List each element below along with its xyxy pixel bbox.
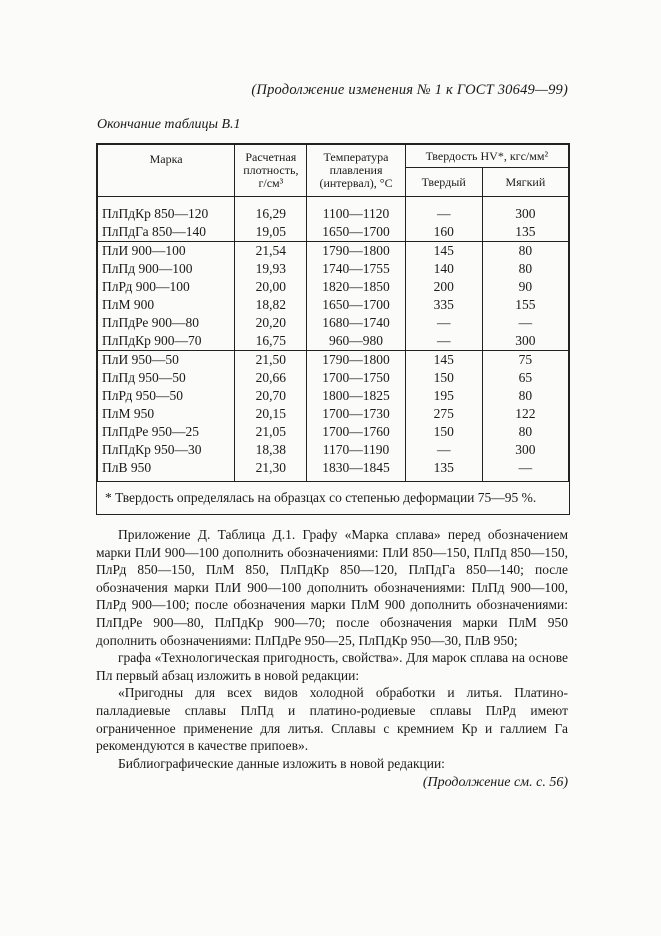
table-cell: 275: [405, 405, 482, 423]
table-row: [98, 278, 569, 296]
table-row: [98, 314, 569, 332]
table-cell: ПлРд 900—100: [98, 278, 235, 296]
table-cell: 20,20: [235, 314, 307, 332]
table-cell: ПлПд 950—50: [98, 369, 235, 387]
table-row: [98, 405, 569, 423]
paragraph-tech-suitability: графа «Технологическая пригодность, свойства». Для марок сплава на основе Пл первый абзац изложить в новой редакции:: [96, 650, 568, 683]
table-cell: ПлМ 900: [98, 296, 235, 314]
table-cell: 145: [405, 242, 482, 261]
table-cell: ПлПдКр 900—70: [98, 332, 235, 351]
table-row: [98, 205, 569, 223]
table-cell: 80: [482, 260, 568, 278]
amendment-body: [96, 526, 568, 772]
table-footnote: * Твердость определялась на образцах со степенью деформации 75—95 %.: [97, 481, 569, 514]
table-row: [98, 387, 569, 405]
col-header-density: Расчетная плотность, г/см³: [235, 145, 307, 197]
table-row: [98, 351, 569, 370]
table-row: [98, 332, 569, 351]
table-cell: —: [405, 205, 482, 223]
table-cell: 20,00: [235, 278, 307, 296]
table-cell: ПлМ 950: [98, 405, 235, 423]
table-cell: 135: [482, 223, 568, 242]
table-row: [98, 441, 569, 459]
paragraph-appendix-d: Приложение Д. Таблица Д.1. Графу «Марка сплава» перед обозначением марки ПлИ 900—100 дополнить обозначениями: ПлИ 850—150, ПлПд 850—150, ПлРд 850—150, ПлМ 850, ПлПдКр 850—120, ПлПдГа 850—140; после обозначения марки ПлИ 900—100 дополнить обозначениями: ПлПд 900—100, ПлРд 900—100; после обозначения марки ПлМ 900 дополнить обозначениями: ПлПдРе 900—80, ПлПдКр 900—70; после обозначения марки ПлМ 950 дополнить обозначениями: ПлПдРе 950—25, ПлПдКр 950—30, ПлВ 950;: [96, 527, 568, 648]
table-cell: 20,15: [235, 405, 307, 423]
table-cell: 1800—1825: [307, 387, 405, 405]
col-header-melt-temp: Температура плавления (интервал), °С: [307, 145, 405, 197]
table-row: [98, 242, 569, 261]
table-cell: 145: [405, 351, 482, 370]
amendment-header-note: (Продолжение изменения № 1 к ГОСТ 30649—99): [251, 82, 568, 98]
table-cell: ПлПдГа 850—140: [98, 223, 235, 242]
col-header-hardness: Твердость HV*, кгс/мм²: [405, 145, 568, 168]
table-cell: 150: [405, 369, 482, 387]
col-header-hard: Твердый: [405, 168, 482, 197]
paragraph-quote: «Пригодны для всех видов холодной обработки и литья. Платино-палладиевые сплавы ПлПд и платино-родиевые сплавы ПлРд имеют ограниченное применение для литья. Сплавы с кремнием Кр и галлием Га рекомендуются в качестве припоев».: [96, 685, 568, 754]
table-cell: 90: [482, 278, 568, 296]
table-cell: 80: [482, 423, 568, 441]
table-cell: —: [405, 441, 482, 459]
table-cell: ПлВ 950: [98, 459, 235, 481]
table-cell: —: [482, 459, 568, 481]
table-cell: 1700—1730: [307, 405, 405, 423]
table-cell: 20,70: [235, 387, 307, 405]
table-cell: 16,29: [235, 205, 307, 223]
table-cell: 20,66: [235, 369, 307, 387]
table-row: [98, 369, 569, 387]
table-cell: 1680—1740: [307, 314, 405, 332]
table-cell: 21,54: [235, 242, 307, 261]
table-cell: ПлПдКр 950—30: [98, 441, 235, 459]
alloy-properties-table: [96, 143, 570, 515]
table-cell: 1700—1750: [307, 369, 405, 387]
table-cell: 18,82: [235, 296, 307, 314]
table-cell: ПлИ 950—50: [98, 351, 235, 370]
table-cell: 160: [405, 223, 482, 242]
table-cell: 80: [482, 387, 568, 405]
table-cell: 21,05: [235, 423, 307, 441]
table-cell: 122: [482, 405, 568, 423]
table-row: [98, 296, 569, 314]
table-cell: ПлПдРе 950—25: [98, 423, 235, 441]
table-cell: 65: [482, 369, 568, 387]
table-cell: 1830—1845: [307, 459, 405, 481]
table-cell: 150: [405, 423, 482, 441]
table-cell: ПлРд 950—50: [98, 387, 235, 405]
table-cell: 1100—1120: [307, 205, 405, 223]
table-row: [98, 459, 569, 481]
table-cell: ПлПдРе 900—80: [98, 314, 235, 332]
table-cell: 18,38: [235, 441, 307, 459]
table-cell: ПлПд 900—100: [98, 260, 235, 278]
col-header-soft: Мягкий: [482, 168, 568, 197]
table-cell: 1820—1850: [307, 278, 405, 296]
table-cell: 300: [482, 441, 568, 459]
table-cell: 135: [405, 459, 482, 481]
table-cell: 1790—1800: [307, 351, 405, 370]
table-spacer-row: [98, 197, 569, 206]
table-cell: 21,30: [235, 459, 307, 481]
table-cell: 21,50: [235, 351, 307, 370]
table-body: [98, 197, 569, 482]
table-cell: —: [405, 314, 482, 332]
table-cell: 80: [482, 242, 568, 261]
table-cell: 200: [405, 278, 482, 296]
table-cell: 335: [405, 296, 482, 314]
table-caption: Окончание таблицы В.1: [97, 117, 241, 132]
table-cell: 75: [482, 351, 568, 370]
table-cell: 1650—1700: [307, 223, 405, 242]
table-cell: 19,93: [235, 260, 307, 278]
table-cell: 1740—1755: [307, 260, 405, 278]
table-cell: 1790—1800: [307, 242, 405, 261]
table-cell: 140: [405, 260, 482, 278]
table-cell: 300: [482, 332, 568, 351]
col-header-mark: Марка: [98, 145, 235, 197]
table-row: [98, 223, 569, 242]
table-row: [98, 260, 569, 278]
continuation-note: (Продолжение см. с. 56): [422, 775, 568, 790]
table-cell: ПлИ 900—100: [98, 242, 235, 261]
table-cell: 16,75: [235, 332, 307, 351]
table-cell: 960—980: [307, 332, 405, 351]
table-cell: 300: [482, 205, 568, 223]
table-cell: 195: [405, 387, 482, 405]
table-cell: 1650—1700: [307, 296, 405, 314]
table-cell: 19,05: [235, 223, 307, 242]
table-cell: 1700—1760: [307, 423, 405, 441]
paragraph-bibliography: Библиографические данные изложить в новой редакции:: [118, 755, 445, 771]
table-row: [98, 423, 569, 441]
table-cell: ПлПдКр 850—120: [98, 205, 235, 223]
table-cell: —: [405, 332, 482, 351]
table-cell: 1170—1190: [307, 441, 405, 459]
table-cell: —: [482, 314, 568, 332]
table-cell: 155: [482, 296, 568, 314]
